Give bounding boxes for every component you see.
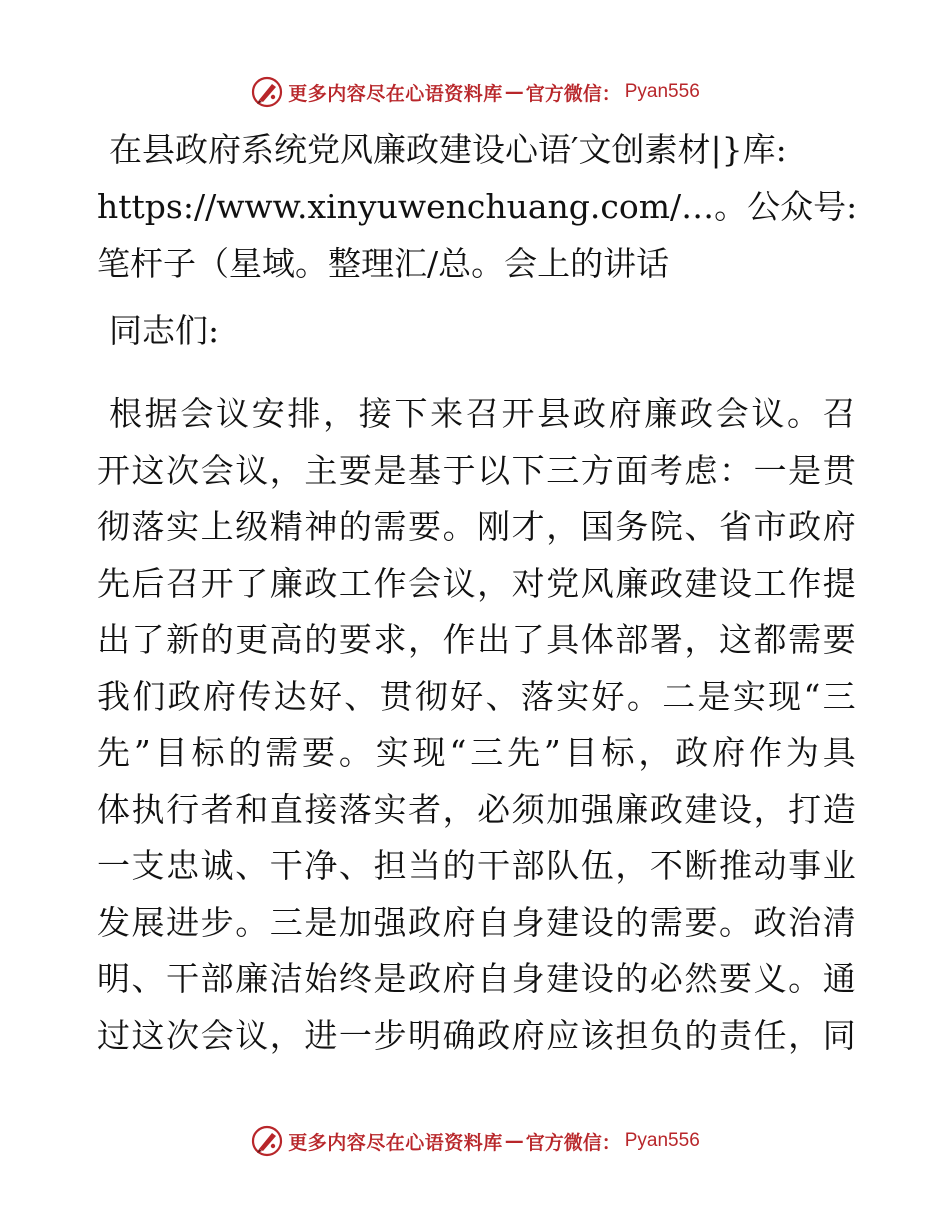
- body-line: 明、干部廉洁始终是政府自身建设的必然要义。通: [97, 959, 857, 998]
- body-line: 一支忠诚、干净、担当的干部队伍，不断推动事业: [97, 846, 857, 885]
- watermark-contact-id: Pyan556: [624, 81, 700, 102]
- body-line: 过这次会议，进一步明确政府应该担负的责任，同: [97, 1015, 857, 1055]
- header-watermark: [0, 72, 950, 112]
- body-line: 发展进步。三是加强政府自身建设的需要。政治清: [97, 902, 857, 942]
- title-line: 在县政府系统党风廉政建设心语′文创素材|}库:: [109, 130, 787, 169]
- watermark-contact-label: 官方微信：: [525, 1131, 621, 1154]
- watermark-text: 更多内容尽在心语资料库: [288, 1131, 503, 1154]
- body-line: 彻落实上级精神的需要。刚才，国务院、省市政府: [97, 507, 857, 546]
- body-line: 体执行者和直接落实者，必须加强廉政建设，打造: [97, 789, 857, 829]
- greeting: 同志们:: [109, 311, 220, 350]
- body-paragraph: [97, 386, 857, 1064]
- watermark-separator: —: [504, 1130, 524, 1152]
- title-line: https://www.xinyuwenchuang.com/…。公众号:: [97, 187, 858, 226]
- quill-pen-logo-icon: [250, 1124, 284, 1158]
- document-body: [97, 121, 857, 1064]
- document-title: [97, 121, 857, 292]
- watermark-contact-label: 官方微信：: [525, 82, 621, 105]
- title-line: 笔杆子（星域。整理汇/总。会上的讲话: [97, 244, 670, 283]
- watermark-separator: —: [504, 81, 524, 103]
- body-line: 出了新的更高的要求，作出了具体部署，这都需要: [97, 620, 857, 659]
- watermark-text: 更多内容尽在心语资料库: [288, 82, 503, 105]
- body-line: 先”目标的需要。实现“三先”目标，政府作为具: [97, 733, 857, 772]
- body-line: 开这次会议，主要是基于以下三方面考虑：一是贯: [97, 450, 857, 490]
- body-line: 根据会议安排，接下来召开县政府廉政会议。召: [109, 394, 857, 433]
- watermark-contact-id: Pyan556: [624, 1130, 700, 1151]
- footer-watermark: [0, 1121, 950, 1161]
- quill-pen-logo-icon: [250, 75, 284, 109]
- body-line: 先后召开了廉政工作会议，对党风廉政建设工作提: [97, 563, 857, 603]
- body-line: 我们政府传达好、贯彻好、落实好。二是实现“三: [97, 676, 857, 716]
